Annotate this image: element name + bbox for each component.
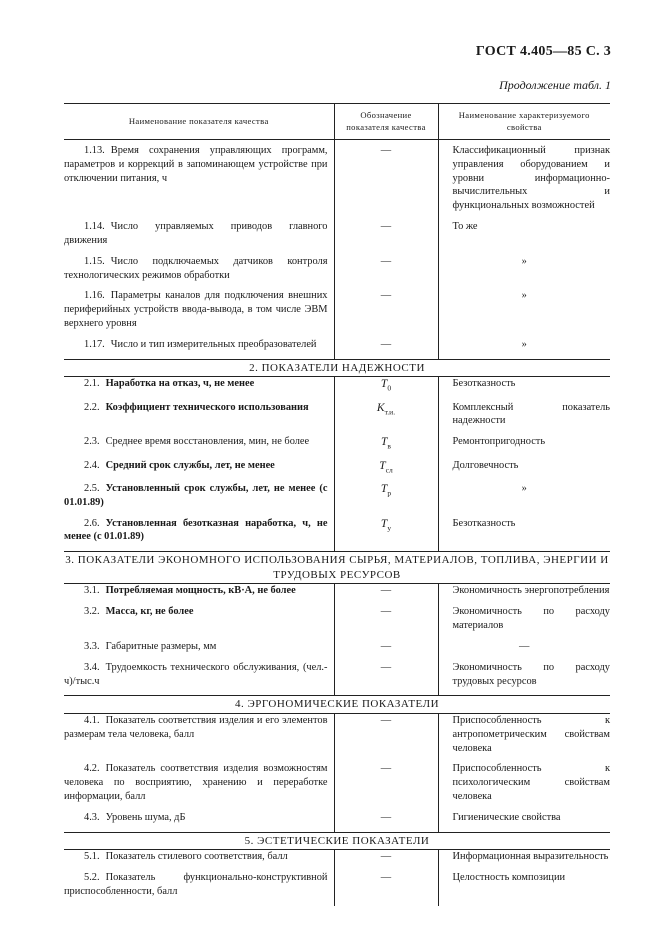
indicator-name-cell: [64, 220, 334, 255]
indicator-name: Число подключаемых датчиков контроля технологических режимов обработки: [64, 255, 328, 281]
no-symbol-dash: —: [380, 145, 392, 156]
indicator-name-cell: [64, 871, 334, 906]
indicator-name: Габаритные размеры, мм: [105, 640, 217, 652]
item-number: 2.3.: [84, 436, 100, 448]
table-row: [64, 482, 610, 517]
property-name-cell: —: [519, 640, 530, 652]
item-number: 3.1.: [84, 585, 100, 597]
indicator-symbol: [379, 460, 392, 472]
indicator-symbol-cell: [334, 517, 438, 552]
section-heading-row: [64, 696, 610, 714]
item-number: 5.1.: [84, 851, 100, 863]
property-name-cell: »: [521, 338, 527, 350]
indicator-symbol-cell: [334, 459, 438, 482]
indicator-name: Показатель функционально-конструктивной приспособленности, балл: [64, 872, 328, 898]
symbol-subscript: р: [387, 488, 392, 498]
indicator-symbol: [381, 518, 391, 530]
no-symbol-dash: —: [380, 811, 392, 823]
symbol-base: K: [376, 401, 385, 414]
indicator-name-cell: [64, 140, 334, 221]
indicator-symbol-cell: [334, 255, 438, 290]
indicator-name: Среднее время восстановления, мин, не более: [105, 436, 310, 448]
indicator-symbol-cell: [334, 811, 438, 832]
item-number: 4.3.: [84, 811, 100, 823]
table-row: [64, 517, 610, 552]
property-name-cell: Приспособленность к антропометрическим свойствам человека: [452, 715, 610, 754]
table-row: [64, 584, 610, 605]
item-number: 3.3.: [84, 640, 100, 652]
table-row: [64, 255, 610, 290]
no-symbol-dash: —: [380, 606, 392, 618]
property-name-cell: То же: [452, 221, 478, 233]
column-header-indicator-name: Наименование показателя качества: [64, 104, 334, 140]
table-row: [64, 850, 610, 871]
indicator-name: Коэффициент технического использования: [105, 401, 309, 413]
item-number: 4.2.: [84, 763, 100, 775]
no-symbol-dash: —: [380, 851, 392, 863]
table-row: [64, 714, 610, 763]
indicator-name-cell: [64, 401, 334, 436]
indicator-name: Масса, кг, не более: [105, 606, 194, 618]
indicator-name-cell: [64, 377, 334, 401]
indicator-symbol-cell: [334, 401, 438, 436]
indicator-name-cell: [64, 459, 334, 482]
item-number: 1.15.: [84, 255, 105, 267]
no-symbol-dash: —: [380, 290, 392, 302]
indicator-symbol-cell: [334, 482, 438, 517]
no-symbol-dash: —: [380, 338, 392, 350]
indicator-name-cell: [64, 338, 334, 359]
table-row: [64, 338, 610, 359]
item-number: 4.1.: [84, 715, 100, 726]
symbol-subscript: сл: [385, 464, 393, 474]
table-row: [64, 435, 610, 458]
symbol-subscript: в: [387, 441, 391, 451]
indicator-name-cell: [64, 661, 334, 696]
symbol-subscript: у: [387, 522, 392, 532]
indicator-name-cell: [64, 584, 334, 605]
indicator-name-cell: [64, 640, 334, 661]
table-row: [64, 871, 610, 906]
indicator-symbol-cell: [334, 435, 438, 458]
item-number: 2.4.: [84, 459, 100, 471]
item-number: 3.2.: [84, 606, 100, 618]
indicator-symbol-cell: [334, 640, 438, 661]
property-name-cell: Безотказность: [452, 517, 516, 529]
item-number: 2.1.: [84, 378, 100, 390]
symbol-base: T: [380, 482, 388, 495]
no-symbol-dash: —: [380, 661, 392, 673]
table-row: [64, 605, 610, 640]
indicator-symbol-cell: [334, 220, 438, 255]
table-header-row: [64, 104, 610, 140]
indicator-symbol-cell: [334, 605, 438, 640]
item-number: 1.17.: [84, 338, 105, 350]
property-name-cell: Долговечность: [452, 459, 519, 471]
indicator-symbol: [381, 436, 391, 451]
indicator-name-cell: [64, 255, 334, 290]
property-name-cell: Экономичность по расходу трудовых ресурсов: [452, 661, 610, 687]
indicator-symbol: [377, 402, 395, 414]
item-number: 2.6.: [84, 517, 100, 529]
table-row: [64, 401, 610, 436]
item-number: 3.4.: [84, 661, 100, 673]
table-row: [64, 459, 610, 482]
property-name-cell: »: [521, 290, 527, 302]
indicator-name: Потребляемая мощность, кВ·А, не более: [105, 585, 296, 597]
property-name-cell: Экономичность энергопотребления: [452, 585, 610, 597]
indicator-symbol-cell: [334, 850, 438, 871]
table-row: [64, 289, 610, 337]
symbol-base: T: [381, 436, 388, 449]
section-heading-row: [64, 359, 610, 377]
property-name-cell: »: [521, 482, 527, 494]
table-row: [64, 140, 610, 221]
table-row: [64, 377, 610, 401]
indicator-name: Параметры каналов для подключения внешних периферийных устройств ввода-вывода, в том числе ЭВМ верхнего уровня: [64, 290, 328, 330]
symbol-subscript: 0: [387, 383, 392, 393]
indicator-name: Число и тип измерительных преобразователей: [110, 338, 317, 350]
no-symbol-dash: —: [380, 763, 392, 775]
property-name-cell: Целостность композиции: [452, 872, 566, 884]
indicator-name: Установленный срок службы, лет, не менее (с 01.01.89): [64, 482, 328, 508]
item-number: 1.16.: [84, 290, 105, 302]
indicator-name-cell: [64, 762, 334, 810]
no-symbol-dash: —: [380, 715, 392, 726]
indicator-name-cell: [64, 289, 334, 337]
symbol-base: T: [380, 517, 388, 530]
table-continuation-note: Продолжение табл. 1: [499, 78, 611, 92]
section-title: 2. ПОКАЗАТЕЛИ НАДЕЖНОСТИ: [64, 359, 610, 377]
property-name-cell: Классификационный признак управления оборудованием и уровни информационно-вычислительных и функциональных возможностей: [452, 145, 610, 212]
section-title: 5. ЭСТЕТИЧЕСКИЕ ПОКАЗАТЕЛИ: [64, 832, 610, 850]
indicator-name: Время сохранения управляющих программ, параметров и коррекций в запоминающем устройстве при отключении питания, ч: [64, 145, 328, 184]
property-name-cell: Экономичность по расходу материалов: [452, 606, 610, 632]
indicator-symbol-cell: [334, 584, 438, 605]
indicator-name-cell: [64, 811, 334, 832]
section-heading-row: [64, 552, 610, 584]
indicator-symbol-cell: [334, 762, 438, 810]
item-number: 2.5.: [84, 482, 100, 494]
indicator-symbol-cell: [334, 661, 438, 696]
indicator-symbol-cell: [334, 289, 438, 337]
column-header-indicator-symbol: Обозначение показателя качества: [334, 104, 438, 140]
indicator-name-cell: [64, 435, 334, 458]
property-name-cell: Ремонтопригодность: [452, 436, 546, 448]
indicator-name: Средний срок службы, лет, не менее: [105, 459, 275, 471]
indicator-symbol-cell: [334, 871, 438, 906]
table-row: [64, 640, 610, 661]
property-name-cell: »: [521, 255, 527, 267]
indicator-name-cell: [64, 517, 334, 552]
no-symbol-dash: —: [380, 221, 392, 233]
property-name-cell: Гигиенические свойства: [452, 811, 561, 823]
item-number: 5.2.: [84, 872, 100, 884]
table-row: [64, 762, 610, 810]
symbol-subscript: т.и.: [384, 406, 396, 416]
table-row: [64, 661, 610, 696]
property-name-cell: Приспособленность к психологическим свойствам человека: [452, 763, 610, 803]
table-row: [64, 220, 610, 255]
symbol-base: T: [380, 378, 388, 391]
section-title: 4. ЭРГОНОМИЧЕСКИЕ ПОКАЗАТЕЛИ: [64, 696, 610, 714]
indicator-name-cell: [64, 850, 334, 871]
indicator-name: Показатель стилевого соответствия, балл: [105, 851, 288, 863]
property-name-cell: Комплексный показатель надежности: [452, 401, 610, 427]
section-heading-row: [64, 832, 610, 850]
indicator-symbol-cell: [334, 714, 438, 763]
indicator-symbol: [380, 482, 392, 498]
item-number: 1.13.: [84, 145, 105, 156]
indicator-name: Показатель соответствия изделия и его элементов размерам тела человека, балл: [64, 715, 328, 740]
item-number: 2.2.: [84, 401, 100, 413]
quality-indicators-table: [64, 103, 610, 906]
indicator-name: Показатель соответствия изделия возможностям человека по восприятию, хранению и переработке информации, балл: [64, 763, 328, 803]
no-symbol-dash: —: [380, 585, 392, 597]
section-title: 3. ПОКАЗАТЕЛИ ЭКОНОМНОГО ИСПОЛЬЗОВАНИЯ СЫРЬЯ, МАТЕРИАЛОВ, ТОПЛИВА, ЭНЕРГИИ И ТРУДОВЫХ РЕСУРСОВ: [64, 552, 610, 584]
indicator-name-cell: [64, 605, 334, 640]
no-symbol-dash: —: [380, 255, 392, 267]
indicator-name-cell: [64, 714, 334, 763]
indicator-symbol-cell: [334, 377, 438, 401]
no-symbol-dash: —: [380, 872, 392, 884]
indicator-symbol: [380, 378, 392, 393]
indicator-name-cell: [64, 482, 334, 517]
indicator-name: Наработка на отказ, ч, не менее: [105, 378, 255, 390]
indicator-symbol-cell: [334, 338, 438, 359]
indicator-name: Установленная безотказная наработка, ч, не менее (с 01.01.89): [64, 517, 328, 543]
no-symbol-dash: —: [380, 640, 392, 652]
page-header: ГОСТ 4.405—85 С. 3: [475, 44, 611, 59]
property-name-cell: Безотказность: [452, 378, 516, 390]
indicator-name: Уровень шума, дБ: [105, 811, 186, 823]
symbol-base: T: [379, 459, 386, 472]
table-row: [64, 811, 610, 832]
indicator-name: Трудоемкость технического обслуживания, (чел.-ч)/тыс.ч: [64, 661, 328, 687]
property-name-cell: Информационная выразительность: [452, 851, 609, 863]
column-header-property-name: Наименование характеризуемого свойства: [438, 104, 610, 140]
item-number: 1.14.: [84, 221, 105, 233]
indicator-name: Число управляемых приводов главного движения: [64, 221, 328, 246]
table-body: [64, 140, 610, 906]
indicator-symbol-cell: [334, 140, 438, 221]
